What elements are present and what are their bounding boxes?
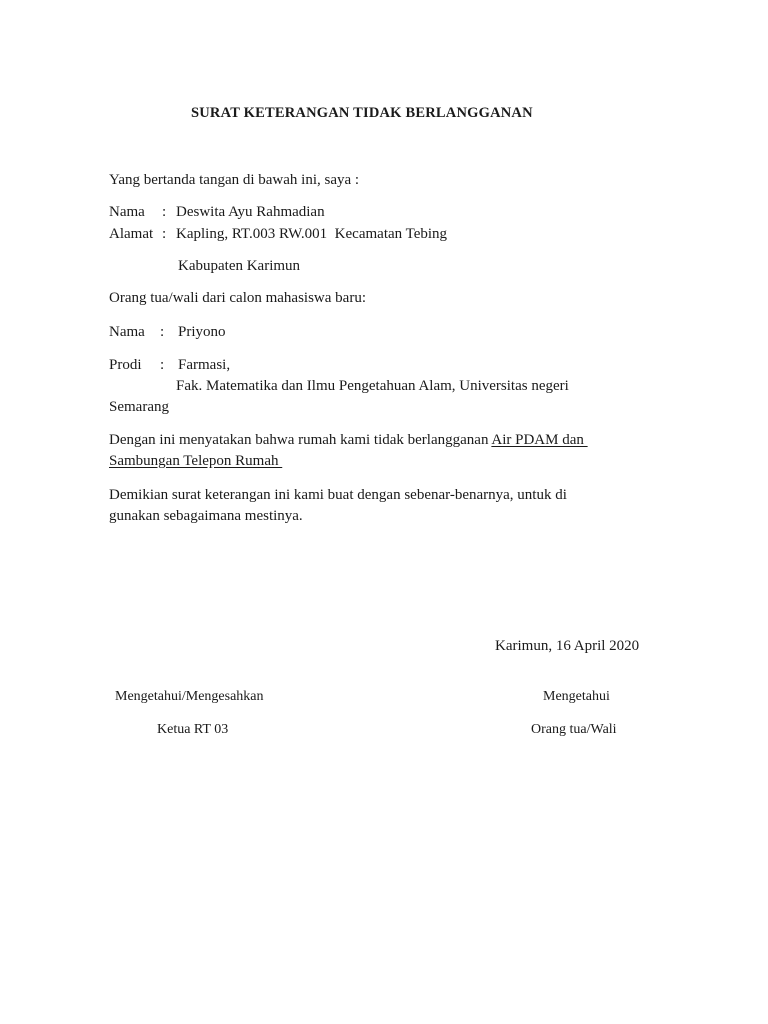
student-prodi-separator: :: [160, 357, 165, 373]
student-prodi-label: Prodi: [109, 357, 142, 373]
right-signature-heading: Mengetahui: [543, 689, 610, 704]
guardian-intro-text: Orang tua/wali dari calon mahasiswa baru:: [109, 290, 366, 306]
signer-address-line1: Kapling, RT.003 RW.001 Kecamatan Tebing: [176, 226, 448, 242]
statement-text: Dengan ini menyatakan bahwa rumah kami tidak berlangganan: [109, 432, 492, 448]
student-name-separator: :: [160, 324, 165, 340]
closing-line1: Demikian surat keterangan ini kami buat dengan sebenar-benarnya, untuk di: [109, 487, 567, 503]
document-title: SURAT KETERANGAN TIDAK BERLANGGANAN: [191, 105, 533, 121]
signer-address-separator: :: [162, 226, 167, 242]
student-faculty-line2: Semarang: [109, 399, 169, 415]
left-signature-role: Ketua RT 03: [157, 722, 229, 737]
statement-line2: [109, 451, 282, 471]
left-signature-heading: Mengetahui/Mengesahkan: [115, 689, 264, 704]
intro-text: Yang bertanda tangan di bawah ini, saya :: [109, 172, 360, 188]
student-faculty-line: Fak. Matematika dan Ilmu Pengetahuan Alam, Universitas negeri: [176, 378, 569, 394]
closing-line2: gunakan sebagaimana mestinya.: [109, 508, 303, 524]
statement-line1: [109, 430, 588, 450]
student-prodi-value: Farmasi,: [178, 357, 231, 373]
place-date: Karimun, 16 April 2020: [495, 638, 640, 654]
signer-name-label: Nama: [109, 204, 145, 220]
student-name-label: Nama: [109, 324, 145, 340]
statement-underlined-text-1: Air PDAM dan: [491, 432, 588, 448]
statement-underlined-text-2: Sambungan Telepon Rumah: [109, 453, 283, 469]
signer-name-separator: :: [162, 204, 167, 220]
right-signature-role: Orang tua/Wali: [531, 722, 617, 737]
signer-address-line2: Kabupaten Karimun: [178, 258, 301, 274]
student-name-value: Priyono: [178, 324, 226, 340]
signer-address-label: Alamat: [109, 226, 154, 242]
signer-name-value: Deswita Ayu Rahmadian: [176, 204, 325, 220]
